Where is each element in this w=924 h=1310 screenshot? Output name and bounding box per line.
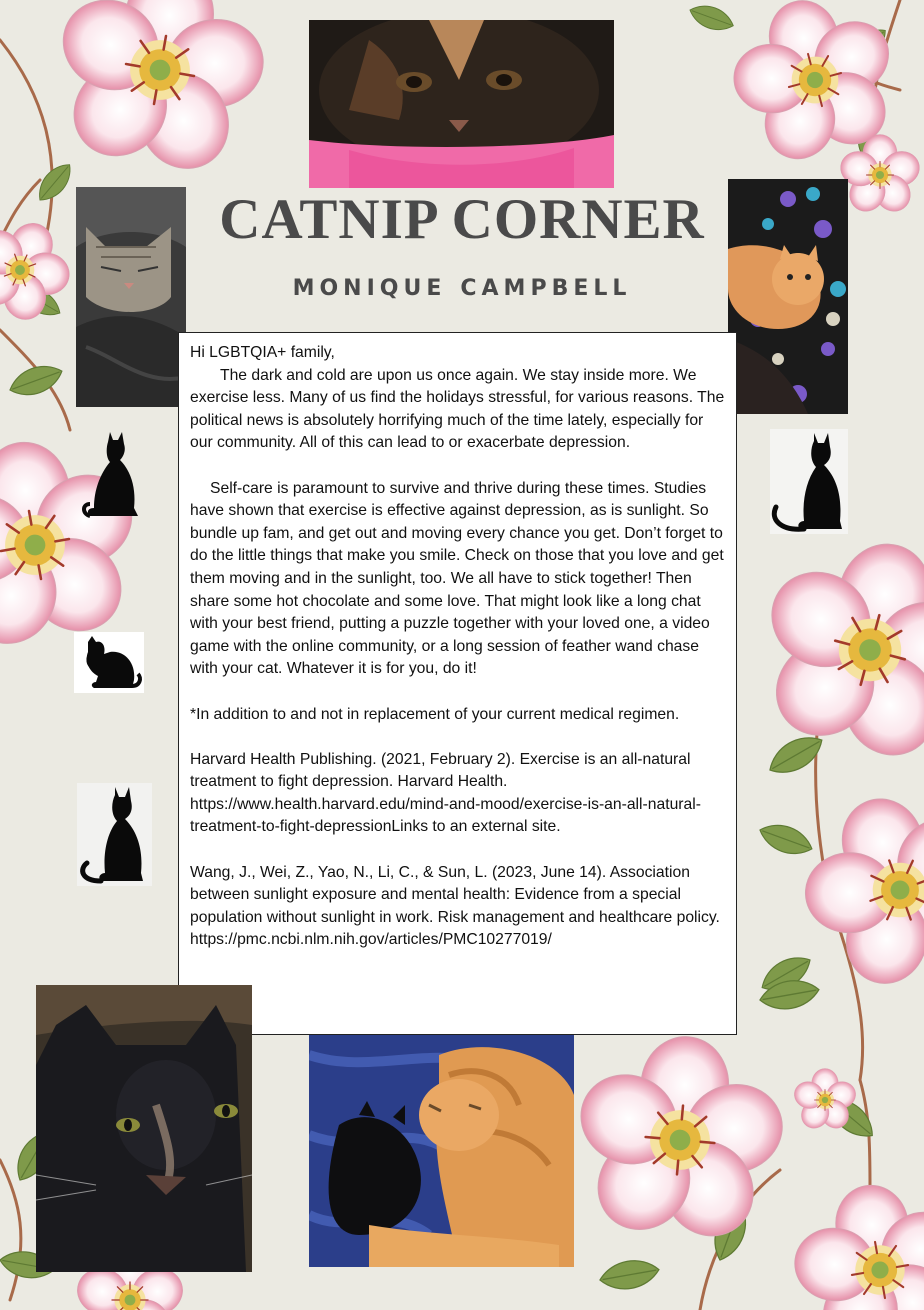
reference-harvard: Harvard Health Publishing. (2021, February 2). Exercise is an all-natural treatment to fight depression. Harvard Health. https://www.health.harvard.edu/mind-and-mood/exercise-is-an-all-natural-treatment-to-fight-depressionLinks to an external site. — [190, 750, 701, 836]
sitting-cat-silhouette-curled-tail — [770, 429, 848, 534]
article-paragraph-2 — [190, 478, 725, 681]
article-paragraph-1 — [190, 365, 725, 455]
article-greeting: Hi LGBTQIA+ family, — [190, 344, 335, 361]
sitting-cat-silhouette — [80, 430, 142, 518]
author-last-name: CAMPBELL — [460, 276, 632, 301]
article-text-box — [178, 332, 737, 1035]
top-photo-tortoiseshell-cat — [309, 20, 614, 188]
reference-wang: Wang, J., Wei, Z., Yao, N., Li, C., & Sun, L. (2023, June 14). Association between sunlight exposure and mental health: Evidence from a special population without sunlight in work. Risk management and healthcare policy. https://pmc.ncbi.nlm.nih.gov/articles/PMC10277019/ — [190, 863, 720, 949]
sitting-cat-silhouette-tail — [77, 783, 152, 886]
author-name — [150, 276, 774, 301]
article-paragraph-1-text: The dark and cold are upon us once again. We stay inside more. We exercise less. Many of us find the holidays stressful, for various reasons. The political news is absolutely horrifying much of the time lately, especially for our community. All of this can lead to or exacerbate depression. — [190, 366, 725, 452]
article-paragraph-2-text: Self-care is paramount to survive and thrive during these times. Studies have shown that exercise is effective against depression, as is sunlight. So bundle up fam, and get out and moving every chance you get. Don’t forget to do the little things that make you smile. Check on those that you love and get them moving and in the sunlight, too. We all have to stick together! Then share some hot chocolate and some love. That might look like a long chat with your best friend, putting a puzzle together with your loved one, a video game with the online community, or a long session of feather wand chase with your cat. Whatever it is for you, do it! — [190, 479, 724, 678]
bottom-center-photo-cats-on-blanket — [309, 1035, 574, 1267]
author-first-name: MONIQUE — [292, 276, 447, 301]
grooming-cat-silhouette — [74, 632, 144, 693]
article-disclaimer: *In addition to and not in replacement of your current medical regimen. — [190, 705, 680, 723]
bottom-left-photo-black-cat — [36, 985, 252, 1272]
page-title: CATNIP CORNER — [219, 188, 705, 251]
